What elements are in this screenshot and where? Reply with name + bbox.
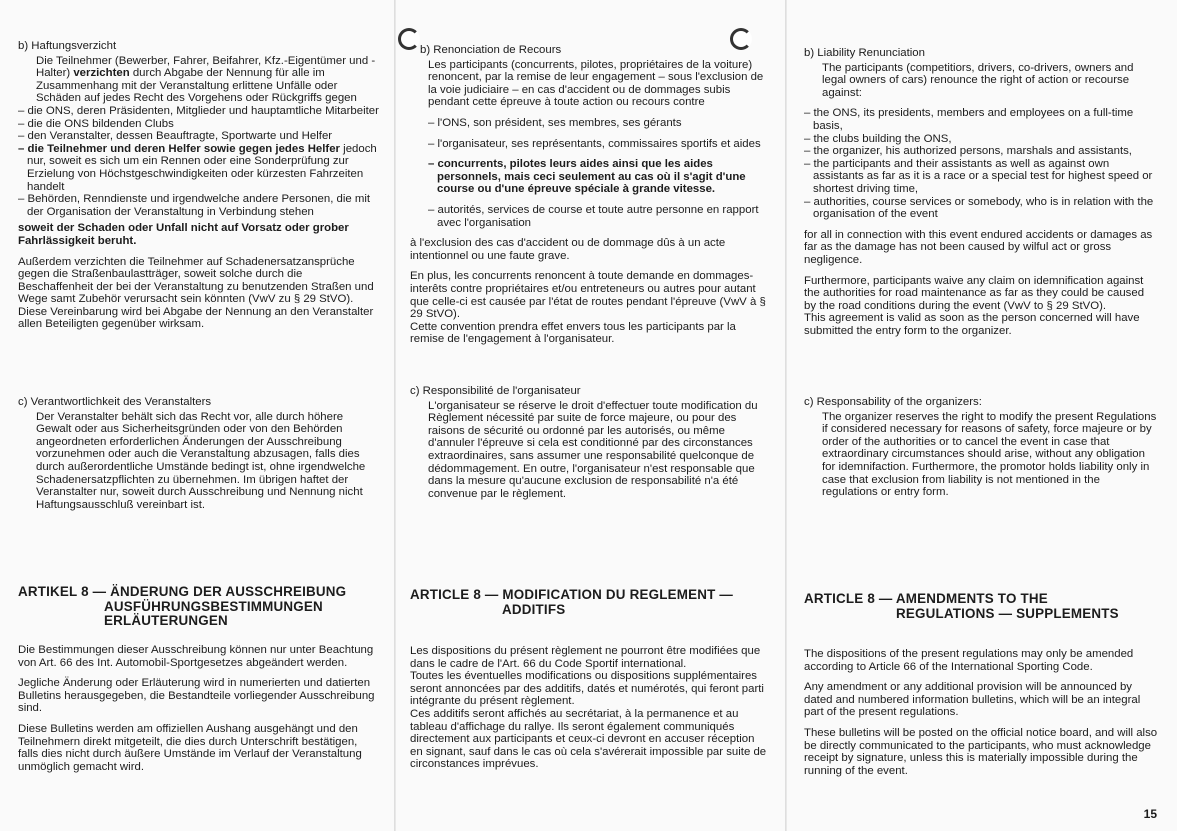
de-b-item: – die die ONS bildenden Clubs: [18, 117, 174, 130]
en-article-p1: The dispositions of the present regulations may only be amended according to Article 66 of the International Sporting Code.: [804, 648, 1134, 673]
de-b-vereinbarung: Diese Vereinbarung wird bei Abgabe der Nennung an den Veranstalter allen Beteiligten gegenüber wirksam.: [18, 305, 374, 331]
de-article-p2: Jegliche Änderung oder Erläuterung wird in numerierten und datierten Bulletins herausgegeben, die Bestandteile vorliegender Ausschreibung sind.: [18, 677, 375, 715]
fr-b-title: b) Renonciation de Recours: [420, 44, 562, 56]
de-article-heading-line: ARTIKEL 8 — ÄNDERUNG DER AUSSCHREIBUNG: [18, 584, 347, 599]
fr-section-c: [410, 385, 770, 500]
fr-b-item: – l'ONS, son président, ses membres, ses gérants: [428, 116, 682, 129]
en-b-title: b) Liability Renunciation: [804, 47, 925, 59]
en-article-heading: [804, 592, 1158, 621]
de-b-item: – die ONS, deren Präsidenten, Mitglieder und hauptamtliche Mitarbeiter: [18, 104, 379, 117]
page-fold-left: [394, 0, 396, 831]
fr-c-title: c) Responsibilité de l'organisateur: [410, 385, 581, 397]
de-b-item: – die Teilnehmer und deren Helfer sowie gegen jedes Helfer jedoch nur, soweit es sich um ein Rennen oder eine Sonderprüfung zur Erzielung von Höchstgeschwindigkeiten oder kürzesten Fahrzeiten handelt: [18, 142, 377, 193]
fr-article-heading-line: ADDITIFS: [502, 601, 566, 617]
en-article-body: [804, 648, 1158, 777]
de-b-ausserdem: Außerdem verzichten die Teilnehmer auf Schadenersatzansprüche gegen die Straßenbaulastträger, soweit solche durch die Beschaffenheit der bei der Veranstaltung zu benutzenden Straßen und Wege samt Zubehör verursacht sein könnten (VwV zu § 29 StVO).: [18, 255, 374, 306]
de-b-item: – den Veranstalter, dessen Beauftragte, Sportwarte und Helfer: [18, 130, 333, 143]
de-article-p1: Die Bestimmungen dieser Ausschreibung können nur unter Beachtung von Art. 66 des Int. Automobil-Sportgesetzes abgeändert werden.: [18, 644, 374, 669]
fr-article-p2: Toutes les éventuelles modifications ou dispositions supplémentaires seront annoncées par des additifs, datés et numérotés, qui feront parti intégrante du présent règlement.: [410, 670, 764, 708]
en-b-item: – the organizer, his authorized persons, marshals and assistants,: [804, 145, 1132, 158]
fr-b-item: – autorités, services de course et toute autre personne en rapport avec l'organisation: [428, 203, 759, 229]
fr-article-body: [410, 645, 770, 771]
en-b-item: – the ONS, its presidents, members and employees on a full-time basis,: [804, 107, 1134, 132]
french-column: [410, 0, 770, 831]
de-article-p3: Diese Bulletins werden am offiziellen Aushang ausgehängt und den Teilnehmern direkt mitgeteilt, die dies durch Unterschrift bestätigen, falls dies nicht durch äußere Umstände im Verlauf der Veranstaltung unmöglich gemacht wird.: [18, 722, 362, 773]
fr-b-enplus: En plus, les concurrents renoncent à toute demande en dommages-interêts contre propriétaires et/ou entreteneurs ou autres pour autant que celle-ci est causée par l'état de routes pendant l'épreuve (VwV à § 29 StVO).: [410, 270, 766, 321]
en-b-forall: for all in connection with this event endured accidents or damages as far as the damage has not been caused by wilful act or gross negligence.: [804, 228, 1153, 266]
de-article-heading-line: AUSFÜHRUNGSBESTIMMUNGEN: [104, 598, 323, 614]
page-number: 15: [1143, 807, 1157, 822]
de-b-item: – Behörden, Renndienste und irgendwelche andere Personen, die mit der Organisation der Veranstaltung in Verbindung stehen: [18, 193, 371, 218]
de-article-heading-line: ERLÄUTERUNGEN: [104, 613, 228, 628]
de-section-c: [18, 396, 380, 511]
de-b-intro: Die Teilnehmer (Bewerber, Fahrer, Beifahrer, Kfz.-Eigentümer und -Halter) verzichten durch Abgabe der Nennung für alle im Zusammenhang mit der Veranstaltung erlittene Unfälle oder Schäden auf jedes Recht des Vorgehens oder Rückgriffs gegen: [36, 54, 376, 105]
de-c-title: c) Verantwortlichkeit des Veranstalters: [18, 396, 212, 408]
de-c-text: Der Veranstalter behält sich das Recht vor, alle durch höhere Gewalt oder aus Sicherheitsgründen oder von den Behörden angeordneten erforderlichen Änderungen der Ausschreibung vorzunehmen oder auch die Veranstaltung abzusagen, falls dies durch außerordentliche Umstände bedingt ist, ohne irgendwelche Schadenersatzpflichten zu übernehmen. Im übrigen haftet der Veranstalter nur, soweit durch Ausschreibung und Nennung nicht Haftungsausschluß vereinbart ist.: [36, 410, 366, 511]
en-b-furthermore: Furthermore, participants waive any claim on idemnification against the authorities for road maintenance as far as they could be caused by the road conditions during the event (VwV to § 29 StVO).: [804, 274, 1145, 312]
fr-c-text: L'organisateur se réserve le droit d'effectuer toute modification du Règlement nécessité par suite de force majeure, ou pour des raisons de sécurité ou ordonné par les autorisés, ou même d'annuler l'épreuve si cela est conditionné par des circonstances extraordinaires, sans assumer une responsabilité quelconque de dédommagement. En outre, l'organisateur n'est responsable que dans la mesure qu'aucune exclusion de responsabilité n'a été convenue par le règlement.: [428, 399, 758, 500]
en-b-item: – the clubs building the ONS,: [804, 132, 952, 145]
en-article-p3: These bulletins will be posted on the official notice board, and will also be directly communicated to the participants, who must acknowledge receipt by signature, unless this is materially impossible during the running of the event.: [804, 726, 1158, 777]
fr-b-item: – l'organisateur, ses représentants, commissaires sportifs et aides: [428, 137, 761, 150]
en-b-agreement: This agreement is valid as soon as the person concerned will have submitted the entry form to the organizer.: [804, 312, 1140, 337]
fr-article-heading: [410, 588, 770, 617]
page-fold-right: [785, 0, 787, 831]
de-b-title: b) Haftungsverzicht: [18, 40, 117, 52]
german-column: [18, 0, 380, 831]
english-column: [804, 0, 1158, 831]
fr-article-heading-line: ARTICLE 8 — MODIFICATION DU REGLEMENT —: [410, 587, 733, 602]
en-section-b: [804, 47, 1158, 337]
fr-article-p1: Les dispositions du présent règlement ne pourront être modifiées que dans le cadre de l'Art. 66 du Code Sportif international.: [410, 645, 761, 670]
fr-section-b: [410, 44, 770, 346]
fr-b-convention: Cette convention prendra effet envers tous les participants par la remise de l'engagement à l'organisateur.: [410, 320, 736, 346]
en-b-item: – authorities, course services or somebody, who is in relation with the organisation of the event: [804, 195, 1154, 221]
en-article-heading-line: REGULATIONS — SUPPLEMENTS: [896, 605, 1119, 621]
en-section-c: [804, 396, 1158, 499]
fr-article-p3: Ces additifs seront affichés au secrétariat, à la permanence et au tableau d'affichage du rallye. Ils seront également communiqués directement aux participants et ceux-ci devront en accuser réception en signant, sauf dans le cas où cela s'avérerait impossible par suite de circonstances imprévues.: [410, 707, 767, 771]
fr-b-exclusion: à l'exclusion des cas d'accident ou de dommage dûs à un acte intentionnel ou une faute grave.: [410, 237, 726, 262]
fr-b-item: – concurrents, pilotes leurs aides ainsi que les aides personnels, mais ceci seulement au cas où il s'agit d'une course ou d'une épreuve spéciale à grande vitesse.: [428, 158, 746, 196]
en-b-intro: The participants (competitiors, drivers, co-drivers, owners and legal owners of cars) renounce the right of action or recourse against:: [822, 61, 1134, 99]
en-c-title: c) Responsability of the organizers:: [804, 396, 982, 408]
de-section-b: [18, 40, 380, 331]
de-article-heading: [18, 585, 380, 629]
en-b-item: – the participants and their assistants as well as against own assistants as far as it is a race or a special test for highest speed or shortest driving time,: [804, 157, 1153, 195]
en-article-p2: Any amendment or any additional provision will be announced by dated and numbered information bulletins, which will be an integral part of the present regulations.: [804, 681, 1141, 719]
en-c-text: The organizer reserves the right to modify the present Regulations if considered necessary for reasons of safety, force majeure or by order of the authorities or to cancel the event in case that extraordinary circumstances should arise, without any obligation for idemnifaction. Furthermore, the promotor holds liability only in case that exclusion from liability is not mentioned in the regulations or entry form.: [822, 410, 1157, 499]
fr-b-intro: Les participants (concurrents, pilotes, propriétaires de la voiture) renoncent, par la remise de leur engagement – sous l'exclusion de la voie judiciaire – en cas d'accident ou de dommages subis pendant cette épreuve à toute action ou recours contre: [428, 58, 764, 109]
en-article-heading-line: ARTICLE 8 — AMENDMENTS TO THE: [804, 591, 1048, 606]
de-article-body: [18, 644, 380, 773]
de-b-soweit: soweit der Schaden oder Unfall nicht auf Vorsatz oder grober Fahrlässigkeit beruht.: [18, 222, 349, 247]
